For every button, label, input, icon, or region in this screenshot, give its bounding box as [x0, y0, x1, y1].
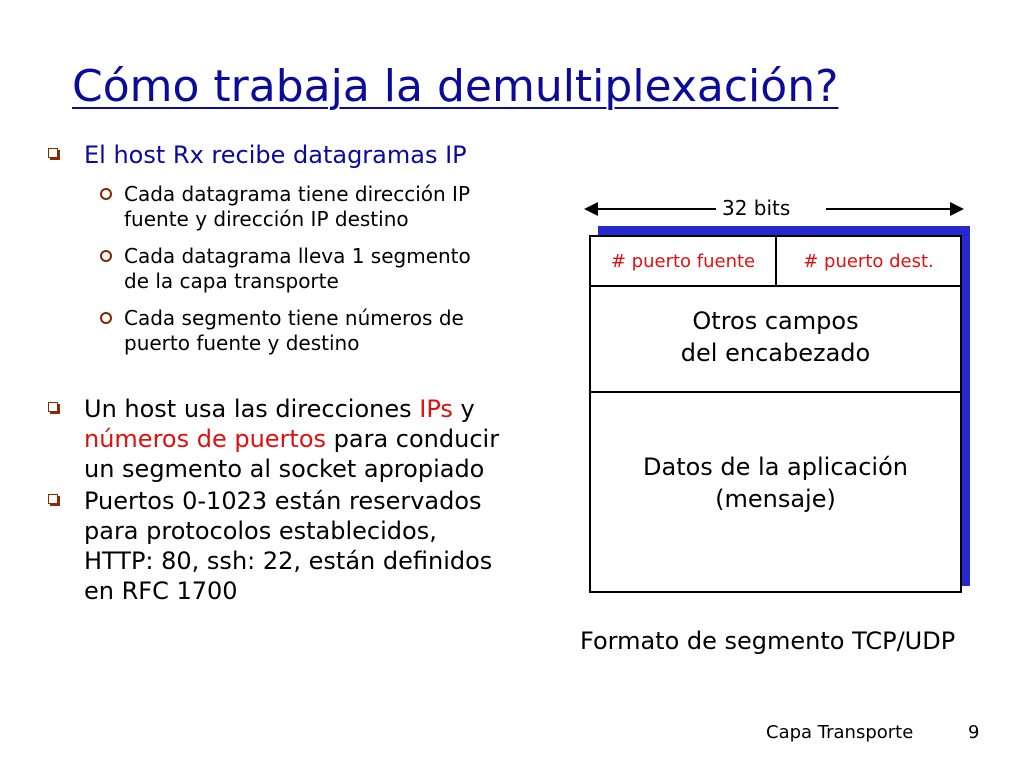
- bullet-text-line: en RFC 1700: [84, 577, 238, 605]
- arrow-left-icon: [584, 202, 598, 216]
- sub-bullet-text: puerto fuente y destino: [124, 331, 360, 355]
- segment-box: [589, 235, 962, 593]
- sub-bullet-text: Cada segmento tiene números de: [124, 306, 464, 330]
- other-fields-label: Otros campos: [692, 307, 859, 335]
- bullet-text-line: Un host usa las direcciones IPs y: [84, 395, 475, 423]
- other-fields-label: del encabezado: [680, 339, 871, 367]
- square-bullet-icon: [48, 494, 58, 504]
- sub-bullet-text: Cada datagrama lleva 1 segmento: [124, 244, 471, 268]
- square-bullet-icon: [48, 148, 58, 158]
- square-bullet-icon: [48, 402, 58, 412]
- sub-bullet-text: fuente y dirección IP destino: [124, 207, 409, 231]
- bullet-text-line: números de puertos para conducir: [84, 425, 500, 453]
- width-label: 32 bits: [722, 196, 791, 220]
- sub-bullet-text: de la capa transporte: [124, 269, 339, 293]
- arrow-right-icon: [950, 202, 964, 216]
- app-data-label: (mensaje): [715, 485, 836, 513]
- width-arrow-left: [586, 208, 716, 210]
- bullet-text-line: Puertos 0-1023 están reservados: [84, 487, 482, 515]
- app-data-label: Datos de la aplicación: [643, 453, 908, 481]
- ring-bullet-icon: [100, 188, 112, 200]
- sub-bullet-text: Cada datagrama tiene dirección IP: [124, 182, 471, 206]
- header-fields-row: [591, 285, 960, 393]
- bullet-text-line: un segmento al socket apropiado: [84, 455, 485, 483]
- page-title: Cómo trabaja la demultiplexación?: [72, 61, 839, 112]
- ring-bullet-icon: [100, 250, 112, 262]
- diagram-caption: Formato de segmento TCP/UDP: [580, 627, 956, 655]
- footer-section: Capa Transporte: [766, 722, 914, 743]
- source-port-field: # puerto fuente: [591, 237, 777, 285]
- ring-bullet-icon: [100, 312, 112, 324]
- page-number: 9: [968, 722, 980, 743]
- port-row: [591, 237, 960, 287]
- dest-port-field: # puerto dest.: [803, 250, 934, 272]
- width-arrow-right: [826, 208, 956, 210]
- bullet-text: El host Rx recibe datagramas IP: [84, 141, 467, 169]
- bullet-text-line: HTTP: 80, ssh: 22, están definidos: [84, 547, 493, 575]
- bullet-text-line: para protocolos establecidos,: [84, 517, 437, 545]
